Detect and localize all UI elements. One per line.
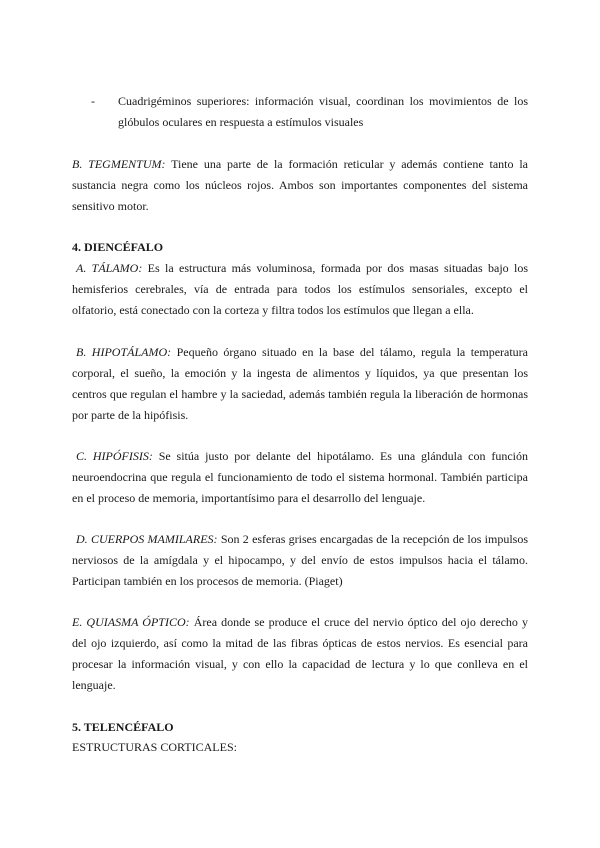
- talamo-label: A. TÁLAMO:: [76, 261, 143, 275]
- hipotalamo-label: B. HIPOTÁLAMO:: [76, 345, 172, 359]
- paragraph-hipofisis: [72, 446, 528, 509]
- subheading-estructuras-corticales: ESTRUCTURAS CORTICALES:: [72, 740, 237, 754]
- bullet-marker: -: [91, 94, 95, 108]
- section-heading-diencefalo: 4. DIENCÉFALO: [72, 240, 164, 254]
- quiasma-optico-text: Área donde se produce el cruce del nervio óptico del ojo derecho y del ojo izquierdo, así como la mitad de las fibras ópticas de estos nervios. Es esencial para procesar la información visual, y con ello la capacidad de lectura y lo que conlleva en el lenguaje.: [72, 615, 529, 692]
- section-heading-telencefalo: 5. TELENCÉFALO: [72, 720, 174, 734]
- cuerpos-mamilares-label: D. CUERPOS MAMILARES:: [76, 532, 218, 546]
- hipofisis-label: C. HIPÓFISIS:: [76, 449, 153, 463]
- cuerpos-mamilares-text: Son 2 esferas grises encargadas de la recepción de los impulsos nerviosos de la amígdala y el hipocampo, y del envío de estos impulsos hacia el tálamo. Participan también en los procesos de memoria. (Piaget): [72, 532, 528, 588]
- paragraph-cuerpos-mamilares: [72, 529, 528, 592]
- paragraph-talamo: [72, 258, 528, 321]
- paragraph-quiasma-optico: [72, 612, 528, 696]
- hipotalamo-text: Pequeño órgano situado en la base del tálamo, regula la temperatura corporal, el sueño, la emoción y la ingesta de alimentos y líquidos, ya que presentan los centros que regulan el hambre y la saciedad, además también regula la liberación de hormonas por parte de la hipófisis.: [72, 345, 528, 422]
- tegmentum-paragraph: [72, 154, 528, 217]
- talamo-text: Es la estructura más voluminosa, formada por dos masas situadas bajo los hemisferios cerebrales, vía de entrada para todos los estímulos sensoriales, excepto el olfatorio, está conectado con la corteza y filtra todos los estímulos que llegan a ella.: [72, 261, 529, 317]
- tegmentum-text: Tiene una parte de la formación reticular y además contiene tanto la sustancia negra como los núcleos rojos. Ambos son importantes componentes del sistema sensitivo motor.: [72, 157, 528, 213]
- paragraph-hipotalamo: [72, 342, 528, 426]
- hipofisis-text: Se sitúa justo por delante del hipotálamo. Es una glándula con función neuroendocrina que regula el funcionamiento de todo el sistema hormonal. También participa en el proceso de memoria, importantísimo para el desarrollo del lenguaje.: [72, 449, 529, 505]
- quiasma-optico-label: E. QUIASMA ÓPTICO:: [72, 615, 190, 629]
- tegmentum-label: B. TEGMENTUM:: [72, 157, 166, 171]
- bullet-text: Cuadrigéminos superiores: información visual, coordinan los movimientos de los glóbulos oculares en respuesta a estímulos visuales: [118, 94, 528, 129]
